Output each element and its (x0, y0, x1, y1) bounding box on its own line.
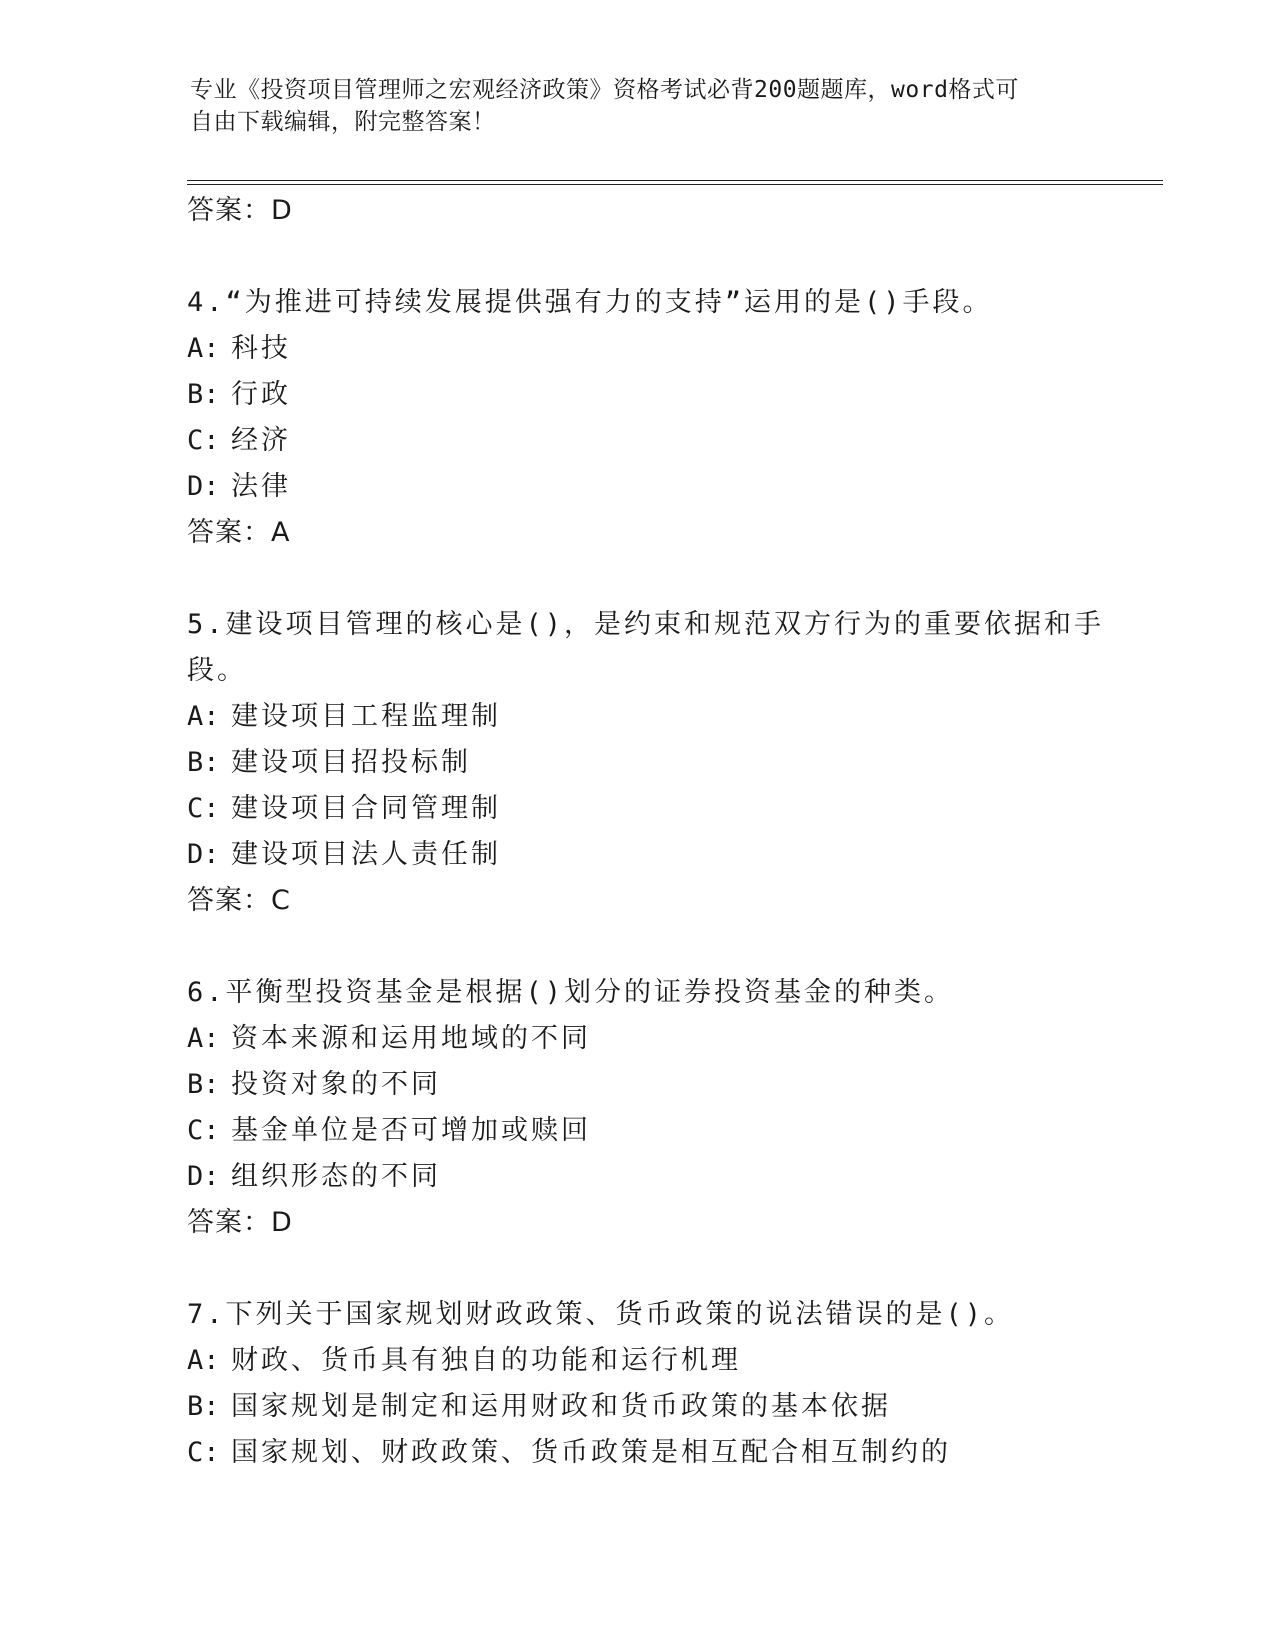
answer-line: 答案：D (187, 1207, 293, 1238)
option-d (187, 464, 1087, 510)
spacer (187, 1246, 1087, 1292)
document-header (190, 74, 1070, 138)
option-text: 建设项目合同管理制 (231, 793, 501, 824)
question-text: 7.下列关于国家规划财政政策、货币政策的说法错误的是()。 (187, 1299, 1015, 1330)
option-key: D: (187, 471, 220, 502)
option-d (187, 1154, 1087, 1200)
option-key: C: (187, 793, 220, 824)
option-text: 科技 (231, 333, 291, 364)
option-b (187, 740, 1087, 786)
option-text: 基金单位是否可增加或赎回 (231, 1115, 591, 1146)
question-block (187, 280, 1087, 556)
option-c (187, 1430, 1087, 1476)
option-a (187, 694, 1087, 740)
option-text: 建设项目招投标制 (231, 747, 471, 778)
option-key: D: (187, 839, 220, 870)
option-text: 国家规划是制定和运用财政和货币政策的基本依据 (231, 1391, 891, 1422)
option-a (187, 1016, 1087, 1062)
option-key: C: (187, 1115, 220, 1146)
option-key: A: (187, 701, 220, 732)
option-text: 法律 (231, 471, 291, 502)
option-text: 国家规划、财政政策、货币政策是相互配合相互制约的 (231, 1437, 951, 1468)
question-text: 4.“为推进可持续发展提供强有力的支持”运用的是()手段。 (187, 287, 993, 318)
option-key: A: (187, 1023, 220, 1054)
option-text: 组织形态的不同 (231, 1161, 441, 1192)
option-b (187, 372, 1087, 418)
option-d (187, 832, 1087, 878)
question-block (187, 970, 1087, 1246)
option-text: 建设项目法人责任制 (231, 839, 501, 870)
option-c (187, 418, 1087, 464)
question-block (187, 602, 1105, 924)
spacer (187, 556, 1087, 602)
option-key: D: (187, 1161, 220, 1192)
header-divider-bottom (187, 184, 1163, 185)
option-a (187, 1338, 1087, 1384)
option-c (187, 786, 1087, 832)
spacer (187, 234, 1087, 280)
option-key: C: (187, 425, 220, 456)
header-divider-top (187, 180, 1163, 181)
header-line-1: 专业《投资项目管理师之宏观经济政策》资格考试必背200题题库，word格式可 (190, 77, 1019, 103)
option-key: A: (187, 333, 220, 364)
option-text: 财政、货币具有独自的功能和运行机理 (231, 1345, 741, 1376)
option-key: A: (187, 1345, 220, 1376)
option-b (187, 1384, 1087, 1430)
option-text: 资本来源和运用地域的不同 (231, 1023, 591, 1054)
option-text: 投资对象的不同 (231, 1069, 441, 1100)
answer-line: 答案：A (187, 517, 291, 548)
option-a (187, 326, 1087, 372)
option-text: 建设项目工程监理制 (231, 701, 501, 732)
option-c (187, 1108, 1087, 1154)
question-text-continued: 段。 (187, 655, 247, 686)
spacer (187, 924, 1087, 970)
option-key: B: (187, 379, 220, 410)
option-text: 行政 (231, 379, 291, 410)
question-list (187, 188, 1105, 1476)
option-text: 经济 (231, 425, 291, 456)
option-key: B: (187, 1391, 220, 1422)
header-line-2: 自由下载编辑，附完整答案！ (190, 109, 496, 135)
question-text: 5.建设项目管理的核心是()，是约束和规范双方行为的重要依据和手 (187, 609, 1105, 640)
answer-line: 答案：D (187, 195, 293, 226)
question-text: 6.平衡型投资基金是根据()划分的证券投资基金的种类。 (187, 977, 955, 1008)
option-key: B: (187, 747, 220, 778)
option-key: C: (187, 1437, 220, 1468)
question-block (187, 1292, 1087, 1476)
answer-line: 答案：C (187, 885, 291, 916)
option-key: B: (187, 1069, 220, 1100)
option-b (187, 1062, 1087, 1108)
